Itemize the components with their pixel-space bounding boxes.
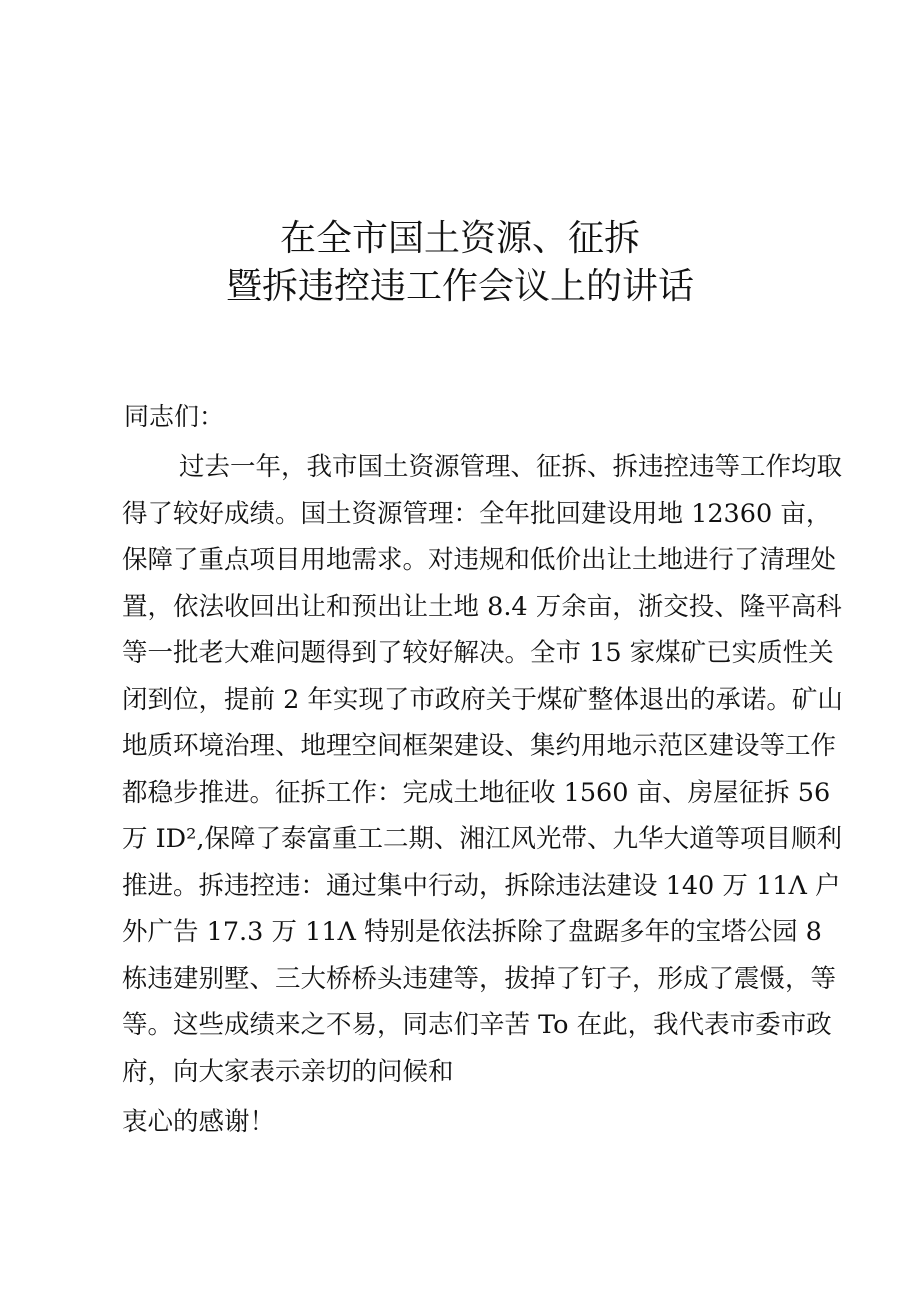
body-line: 万 ID²,保障了泰富重工二期、湘江风光带、九华大道等项目顺利 (122, 824, 842, 854)
body-line: 等一批老大难问题得到了较好解决。全市 15 家煤矿已实质性关 (122, 638, 834, 668)
body-paragraph (122, 444, 843, 1095)
body-line: 府，向大家表示亲切的问候和 (122, 1056, 454, 1087)
body-line: 推进。拆违控违：通过集中行动，拆除违法建设 140 万 11Λ 户 (122, 870, 841, 901)
body-line: 过去一年，我市国土资源管理、征拆、拆违控违等工作均取 (179, 452, 843, 482)
body-line: 外广告 17.3 万 11Λ 特别是依法拆除了盘踞多年的宝塔公园 8 (122, 917, 822, 947)
closing-line: 衷心的感谢！ (122, 1107, 276, 1137)
body-line: 得了较好成绩。国土资源管理：全年批回建设用地 12360 亩， (122, 498, 832, 529)
body-line: 保障了重点项目用地需求。对违规和低价出让土地进行了清理处 (122, 545, 837, 575)
body-line: 都稳步推进。征拆工作：完成土地征收 1560 亩、房屋征拆 56 (122, 777, 831, 808)
body-line: 等。这些成绩来之不易，同志们辛苦 To 在此，我代表市委市政 (122, 1010, 832, 1040)
document-title-line-1: 在全市国土资源、征拆 (279, 218, 640, 259)
body-line: 置，依法收回出让和预出让土地 8.4 万余亩，浙交投、隆平高科 (122, 591, 842, 622)
body-line: 地质环境治理、地理空间框架建设、集约用地示范区建设等工作 (122, 731, 837, 761)
body-line: 栋违建别墅、三大桥桥头违建等，拔掉了钉子，形成了震慑，等 (122, 963, 837, 994)
document-title-line-2: 暨拆违控违工作会议上的讲话 (225, 266, 694, 307)
greeting: 同志们： (124, 402, 225, 431)
body-line: 闭到位，提前 2 年实现了市政府关于煤矿整体退出的承诺。矿山 (122, 684, 843, 715)
